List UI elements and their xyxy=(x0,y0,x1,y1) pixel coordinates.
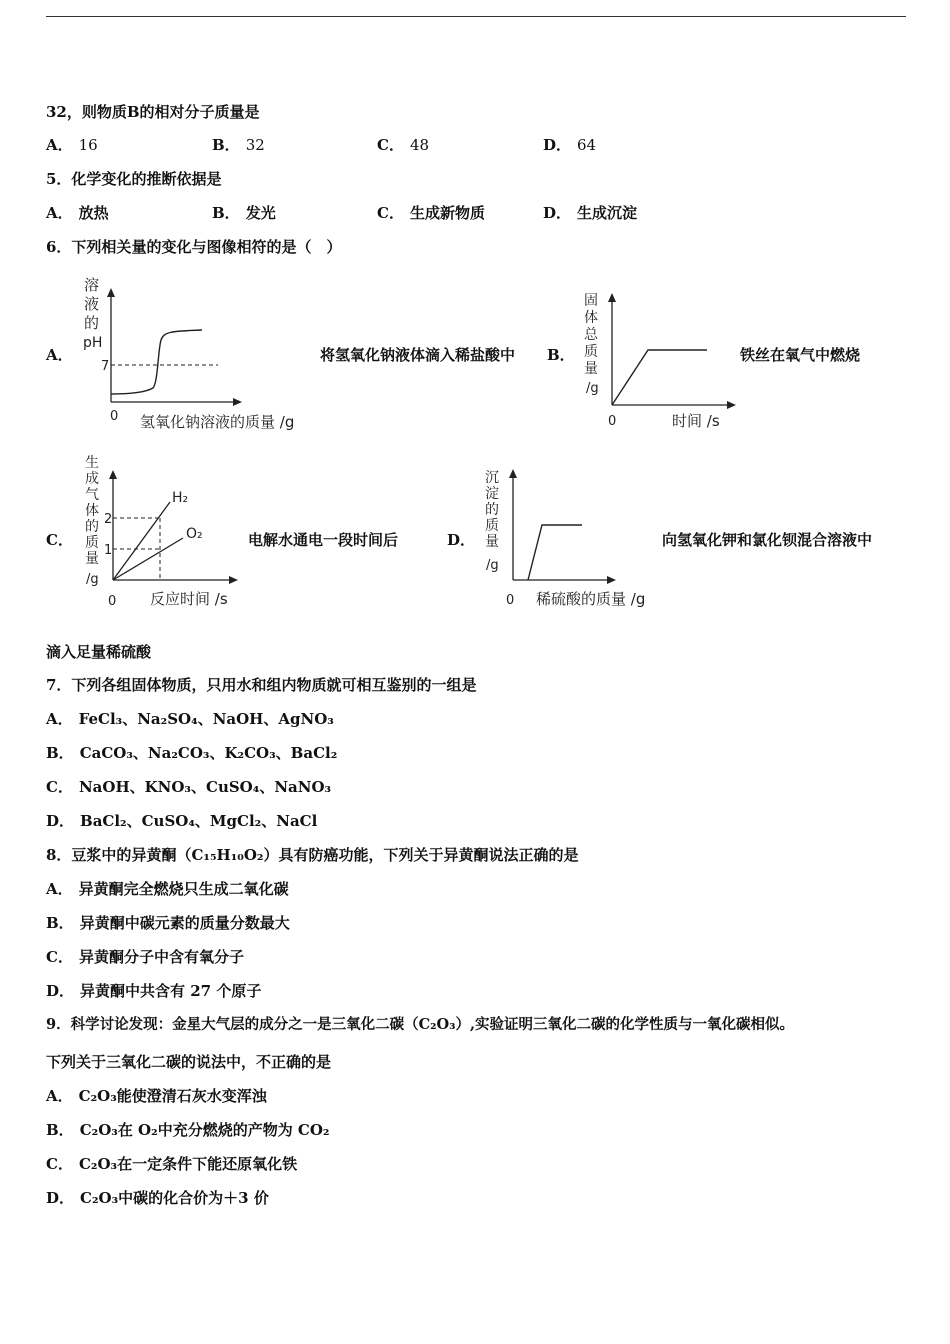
graph-c-ylabel-6: 质 xyxy=(85,535,99,551)
q8-stem: 8．豆浆中的异黄酮（C₁₅H₁₀O₂）具有防癌功能，下列关于异黄酮说法正确的是 xyxy=(46,846,579,864)
graph-a-origin: 0 xyxy=(110,409,119,424)
graph-c-yunit: /g xyxy=(86,572,99,587)
graph-c-ylabel-1: 生 xyxy=(85,455,99,471)
q6-graph-b xyxy=(580,288,740,438)
q6-graph-b-desc: 铁丝在氧气中燃烧 xyxy=(740,346,861,364)
graph-d-ylabel-2: 淀 xyxy=(485,486,499,502)
q5-option-d[interactable]: D． 生成沉淀 xyxy=(543,204,638,222)
q9-option-b[interactable]: B． C₂O₃在 O₂中充分燃烧的产物为 CO₂ xyxy=(46,1121,330,1139)
q4-option-c[interactable]: C． 48 xyxy=(377,136,430,154)
graph-d-y-arrow xyxy=(509,469,517,478)
graph-b-xlabel: 时间 /s xyxy=(672,412,720,430)
q5-option-c[interactable]: C． 生成新物质 xyxy=(377,204,485,222)
q6-option-d-label[interactable]: D． xyxy=(447,531,476,549)
q8-option-c[interactable]: C． 异黄酮分子中含有氧分子 xyxy=(46,948,244,966)
graph-a-ylabel-2: 液 xyxy=(84,295,100,313)
q6-graph-c xyxy=(80,452,250,614)
graph-d-x-arrow xyxy=(607,576,616,584)
graph-b-origin: 0 xyxy=(608,414,617,429)
graph-a-ph-curve xyxy=(111,330,202,394)
graph-d-xlabel: 稀硫酸的质量 /g xyxy=(536,590,646,608)
graph-d-yunit: /g xyxy=(486,558,499,573)
graph-c-ytick-2: 2 xyxy=(104,512,113,527)
graph-b-x-arrow xyxy=(727,401,736,409)
graph-c-xlabel: 反应时间 /s xyxy=(150,590,228,608)
q8-option-d[interactable]: D． 异黄酮中共含有 27 个原子 xyxy=(46,982,262,1000)
graph-b-ylabel-1: 固 xyxy=(584,293,598,309)
graph-b-y-arrow xyxy=(608,293,616,302)
q6-graph-a-desc: 将氢氧化钠液体滴入稀盐酸中 xyxy=(320,346,516,364)
graph-a-ylabel-4: pH xyxy=(83,335,103,351)
q4-option-b[interactable]: B． 32 xyxy=(212,136,265,154)
graph-c-x-arrow xyxy=(229,576,238,584)
q4-stem-tail: 32，则物质B的相对分子质量是 xyxy=(46,103,260,121)
graph-c-ylabel-4: 体 xyxy=(85,503,99,519)
graph-a-y-arrow xyxy=(107,288,115,297)
q9-option-a[interactable]: A． C₂O₃能使澄清石灰水变浑浊 xyxy=(46,1087,267,1105)
graph-b-mass-line xyxy=(612,350,707,405)
graph-d-origin: 0 xyxy=(506,593,515,608)
graph-c-y-arrow xyxy=(109,470,117,479)
graph-c-ylabel-7: 量 xyxy=(85,551,99,567)
q7-option-b[interactable]: B． CaCO₃、Na₂CO₃、K₂CO₃、BaCl₂ xyxy=(46,744,338,762)
q6-option-a-label[interactable]: A． xyxy=(46,346,73,364)
q5-option-b[interactable]: B． 发光 xyxy=(212,204,276,222)
q6-option-c-label[interactable]: C． xyxy=(46,531,73,549)
q4-option-d[interactable]: D． 64 xyxy=(543,136,597,154)
q7-stem: 7．下列各组固体物质，只用水和组内物质就可相互鉴别的一组是 xyxy=(46,676,477,694)
q6-stem: 6．下列相关量的变化与图像相符的是（ ） xyxy=(46,238,342,256)
graph-c-origin: 0 xyxy=(108,594,117,609)
graph-c-h2-line xyxy=(113,502,170,580)
q6-graph-c-desc: 电解水通电一段时间后 xyxy=(248,531,399,549)
q6-graph-d-desc: 向氢氧化钾和氯化钡混合溶液中 xyxy=(662,531,873,549)
q4-option-a[interactable]: A． 16 xyxy=(46,136,98,154)
q9-option-c[interactable]: C． C₂O₃在一定条件下能还原氧化铁 xyxy=(46,1155,298,1173)
graph-a-x-arrow xyxy=(233,398,242,406)
q5-option-a[interactable]: A． 放热 xyxy=(46,204,109,222)
q6-graph-a xyxy=(78,270,328,435)
q7-option-d[interactable]: D． BaCl₂、CuSO₄、MgCl₂、NaCl xyxy=(46,812,318,830)
graph-b-ylabel-3: 总 xyxy=(584,327,598,343)
graph-c-ylabel-3: 气 xyxy=(85,487,99,503)
graph-c-ylabel-5: 的 xyxy=(85,519,99,535)
q9-option-d[interactable]: D． C₂O₃中碳的化合价为＋3 价 xyxy=(46,1189,269,1207)
q5-stem: 5．化学变化的推断依据是 xyxy=(46,170,222,188)
graph-a-ylabel-1: 溶 xyxy=(84,276,100,294)
graph-b-ylabel-5: 量 xyxy=(584,361,598,377)
q9-stem-line2: 下列关于三氧化二碳的说法中，不正确的是 xyxy=(46,1053,332,1071)
page-top-rule xyxy=(46,16,906,17)
graph-b-ylabel-4: 质 xyxy=(584,344,598,360)
q9-stem-line1: 9．科学讨论发现：金星大气层的成分之一是三氧化二碳（C₂O₃）,实验证明三氧化二碳的化学性质与一氧化碳相似。 xyxy=(46,1016,795,1033)
q6-graph-d xyxy=(478,462,668,614)
graph-c-ylabel-2: 成 xyxy=(85,471,99,487)
q7-option-a[interactable]: A． FeCl₃、Na₂SO₄、NaOH、AgNO₃ xyxy=(46,710,334,728)
graph-a-ytick-7: 7 xyxy=(101,359,110,374)
graph-a-ylabel-3: 的 xyxy=(84,314,100,332)
graph-b-yunit: /g xyxy=(586,381,599,396)
q8-option-b[interactable]: B． 异黄酮中碳元素的质量分数最大 xyxy=(46,914,290,932)
q6-option-b-label[interactable]: B． xyxy=(547,346,575,364)
graph-d-ylabel-4: 质 xyxy=(485,518,499,534)
q6-graph-d-desc-tail: 滴入足量稀硫酸 xyxy=(46,643,152,661)
graph-d-precipitate-line xyxy=(528,525,582,580)
graph-c-o2-label: O₂ xyxy=(186,526,203,542)
graph-c-ytick-1: 1 xyxy=(104,543,113,558)
q7-option-c[interactable]: C． NaOH、KNO₃、CuSO₄、NaNO₃ xyxy=(46,778,332,796)
graph-d-ylabel-1: 沉 xyxy=(485,470,499,486)
graph-b-ylabel-2: 体 xyxy=(584,310,598,326)
graph-d-ylabel-3: 的 xyxy=(485,502,499,518)
graph-d-ylabel-5: 量 xyxy=(485,534,499,550)
graph-c-h2-label: H₂ xyxy=(172,490,189,506)
q8-option-a[interactable]: A． 异黄酮完全燃烧只生成二氧化碳 xyxy=(46,880,289,898)
graph-a-xlabel: 氢氧化钠溶液的质量 /g xyxy=(140,413,295,431)
graph-c-o2-line xyxy=(113,538,183,580)
